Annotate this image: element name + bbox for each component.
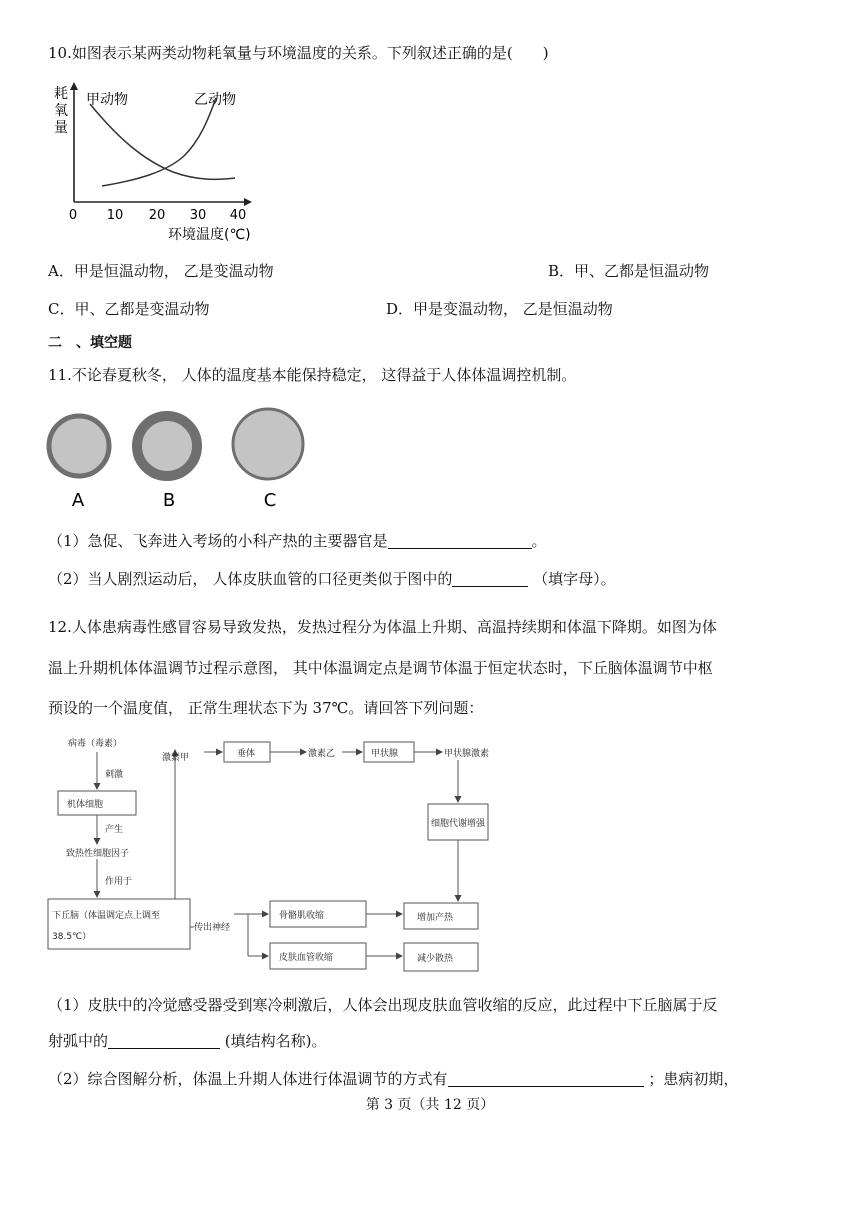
q12-sub2-text: （2）综合图解分析，体温上升期人体进行体温调节的方式有 — [48, 1070, 448, 1088]
q12-line1: 12.人体患病毒性感冒容易导致发热，发热过程分为体温上升期、高温持续期和体温下降期。如图为体 — [48, 618, 717, 636]
q12-line2: 温上升期机体体温调节过程示意图， 其中体温调定点是调节体温于恒定状态时，下丘脑体温调节中枢 — [48, 659, 713, 677]
graph-y-arrow — [70, 82, 78, 90]
label-muscle: 骨骼肌收缩 — [279, 911, 325, 921]
q12-sub2 — [48, 1068, 738, 1090]
answer-blank[interactable] — [388, 532, 532, 549]
q11-figure — [44, 406, 314, 514]
label-stimulate: 刺激 — [105, 770, 124, 780]
label-hormone-a: 激素甲 — [162, 753, 190, 763]
label-produce: 产生 — [105, 825, 124, 835]
label-pituitary: 垂体 — [237, 749, 256, 759]
page-footer: 第 3 页（共 12 页） — [365, 1097, 495, 1113]
q10-graph — [48, 80, 288, 250]
label-thyroid: 甲状腺 — [371, 749, 399, 759]
label-heat-down: 减少散热 — [417, 954, 454, 964]
q11-sub1-end: 。 — [531, 532, 547, 550]
q11-stem: 11.不论春夏秋冬， 人体的温度基本能保持稳定， 这得益于人体体温调控机制。 — [48, 366, 577, 384]
vessel-a — [49, 416, 109, 476]
x-tick-30: 30 — [189, 208, 207, 223]
q12-diagram — [44, 732, 494, 980]
label-virus: 病毒（毒素） — [68, 739, 123, 749]
q11-sub1 — [48, 530, 547, 552]
vessel-b-label: B — [162, 490, 176, 511]
label-efferent: 传出神经 — [194, 923, 231, 933]
label-heat-up: 增加产热 — [417, 913, 454, 923]
answer-blank[interactable] — [448, 1070, 644, 1087]
q12-line3: 预设的一个温度值， 正常生理状态下为 37℃。请回答下列问题： — [48, 699, 484, 717]
vessel-c — [233, 409, 303, 479]
label-acts-on: 作用于 — [105, 877, 133, 887]
label-thyroxine: 甲状腺激素 — [444, 749, 490, 759]
x-tick-0: 0 — [68, 208, 78, 223]
q11-sub2-text: （2）当人剧烈运动后， 人体皮肤血管的口径更类似于图中的 — [48, 570, 453, 588]
label-pyrogen: 致热性细胞因子 — [66, 849, 130, 859]
x-tick-20: 20 — [148, 208, 166, 223]
q12-sub2-end: ；患病初期， — [648, 1070, 739, 1088]
vessel-a-label: A — [71, 490, 85, 511]
q10-option-d: D．甲是变温动物， 乙是恒温动物 — [386, 300, 613, 318]
q11-sub2-end: （填字母）。 — [533, 570, 616, 588]
q12-sub1-line2-end: (填结构名称)。 — [224, 1032, 327, 1050]
curve-jia — [90, 104, 235, 179]
label-hypothalamus-1: 下丘脑（体温调定点上调至 — [52, 911, 161, 921]
answer-blank[interactable] — [452, 570, 528, 587]
answer-blank[interactable] — [108, 1032, 220, 1049]
vessel-b — [137, 416, 197, 476]
graph-ylabel-1: 耗 — [54, 86, 68, 102]
graph-x-arrow — [244, 198, 252, 206]
section-heading: 二 、填空题 — [48, 335, 132, 351]
q11-sub1-text: （1）急促、飞奔进入考场的小科产热的主要器官是 — [48, 532, 388, 550]
label-vessel: 皮肤血管收缩 — [279, 953, 334, 963]
x-axis-label: 环境温度(℃) — [168, 227, 251, 243]
q12-sub1-line1: （1）皮肤中的冷觉感受器受到寒冷刺激后，人体会出现皮肤血管收缩的反应，此过程中下丘脑属于反 — [48, 996, 718, 1014]
q10-option-a: A．甲是恒温动物， 乙是变温动物 — [48, 262, 274, 280]
q12-sub1-line2 — [48, 1030, 327, 1052]
vessel-c-label: C — [263, 490, 277, 511]
label-body-cell: 机体细胞 — [67, 800, 104, 810]
q10-option-b: B．甲、乙都是恒温动物 — [548, 262, 710, 280]
graph-ylabel-2: 氧 — [54, 103, 68, 119]
q10-stem: 10.如图表示某两类动物耗氧量与环境温度的关系。下列叙述正确的是( ) — [48, 44, 549, 62]
q10-option-c: C．甲、乙都是变温动物 — [48, 300, 210, 318]
label-hypothalamus-2: 38.5℃） — [52, 932, 92, 942]
x-tick-10: 10 — [106, 208, 124, 223]
graph-ylabel-3: 量 — [54, 120, 68, 136]
x-tick-40: 40 — [229, 208, 247, 223]
q12-sub1-line2-text: 射弧中的 — [48, 1032, 109, 1050]
label-metabolism: 细胞代谢增强 — [431, 819, 486, 829]
curve-yi-label: 乙动物 — [194, 92, 236, 108]
curve-yi — [102, 98, 216, 186]
label-hormone-b: 激素乙 — [308, 749, 336, 759]
curve-jia-label: 甲动物 — [86, 92, 128, 108]
q11-sub2 — [48, 568, 616, 590]
